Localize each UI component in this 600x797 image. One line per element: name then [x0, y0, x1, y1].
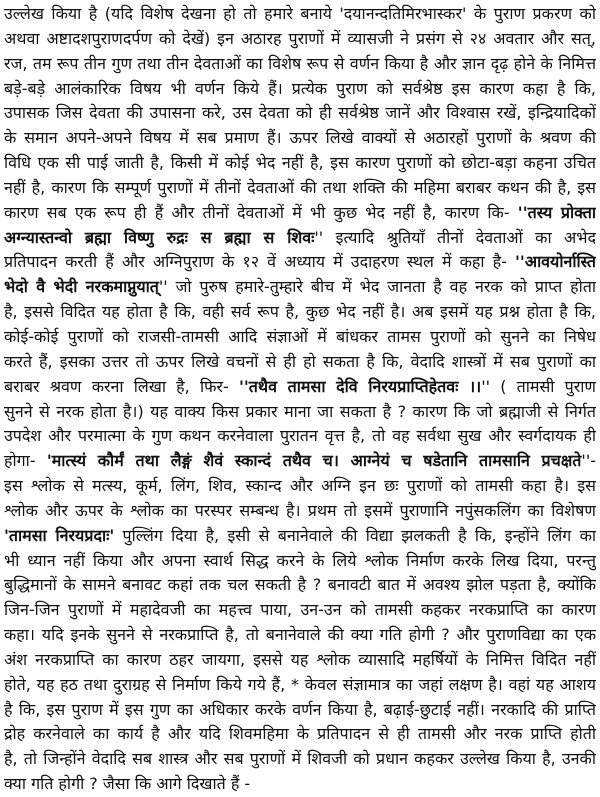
- text-line: [4, 524, 596, 549]
- text-segment: उपदेश और परमात्मा के गुण कथन करनेवाला पुरातन वृत्त है, तो वह सर्वथा सुख और स्वर्गदायक ही: [4, 426, 596, 446]
- quoted-verse: ''आवयोर्नास्ति: [515, 252, 596, 272]
- text-segment: के समान अपने-अपने विषय में सब प्रमाण हैं। ऊपर लिखे वाक्यों से अठारहों पुराणों के श्रवण की: [4, 128, 596, 148]
- quoted-verse: भेदो वै भेदी नरकमाप्नुयात्: [4, 277, 159, 297]
- text-line: [4, 673, 596, 698]
- text-segment: होते, यह हठ तथा दुराग्रह से निर्माण किये गये हैं, * केवल संज्ञामात्र का जहां लक्षण है। वहां यह आशय: [4, 674, 596, 694]
- text-line: [4, 623, 596, 648]
- text-line: [4, 275, 596, 300]
- text-line: [4, 424, 596, 449]
- text-segment: कोई-कोई पुराणों को राजसी-तामसी आदि संज्ञाओं में बांधकर तामस पुराणों को सुनने का निषेध: [4, 326, 596, 346]
- text-segment: रज, तम रूप तीन गुण तथा तीन देवताओं का विशेष रूप से वर्णन किया है और ज्ञान दृढ़ होने के निमित्त: [4, 53, 596, 73]
- text-segment: बड़े-बड़े आलंकारिक विषय भी वर्णन किये हैं। प्रत्येक पुराण को सर्वश्रेष्ठ इस कारण कहा है कि,: [4, 78, 596, 98]
- text-segment: अथवा अष्टादशपुराणदर्पण को देखें) इन अठारह पुराणों में व्यासजी ने प्रसंग से २४ अवतार और सत्,: [4, 28, 596, 48]
- quoted-verse: 'मात्स्यं कौर्मं तथा लैङ्गं शैवं स्कान्दं तथैव च। आग्नेयं च षडेतानि तामसानि प्रचक्षते: [46, 451, 582, 471]
- quoted-verse: ''तस्य प्रोक्ता: [517, 202, 596, 222]
- text-line: [4, 126, 596, 151]
- text-line: [4, 573, 596, 598]
- text-line: [4, 400, 596, 425]
- text-line: [4, 474, 596, 499]
- text-segment: सुनने से नरक होता है।) यह वाक्य किस प्रकार माना जा सकता है ? कारण कि जो ब्रह्माजी से निर्गत: [4, 401, 596, 421]
- text-line: [4, 325, 596, 350]
- text-line: [4, 598, 596, 623]
- text-segment: जिन-जिन पुराणों में महादेवजी का महत्त्व पाया, उन-उन को तामसी कहकर नरकप्राप्ति का कारण: [4, 600, 596, 620]
- text-segment: श्लोक और ऊपर के श्लोक का परस्पर सम्बन्ध है। प्रथम तो इसमें पुराणानि नपुंसकलिंग का विशेषण: [4, 500, 596, 520]
- text-segment: कारण सब एक रूप ही हैं और तीनों देवताओं में भी कुछ भेद नहीं है, कारण कि-: [4, 202, 518, 222]
- text-line: [4, 722, 596, 747]
- text-segment: है, इससे विदित यह होता है कि, वही सर्व रूप है, कुछ भेद नहीं है। अब इसमें यह प्रश्न होता है कि,: [4, 302, 596, 322]
- text-segment: '' जो पुरुष हमारे-तुम्हारे बीच में भेद जानता है वह नरक को प्राप्त होता: [158, 277, 596, 297]
- text-segment: करते हैं, इसका उत्तर तो ऊपर लिखे वचनों से ही हो सकता है कि, वेदादि शास्त्रों में सब पुराणों का: [4, 351, 596, 371]
- text-segment: बराबर श्रवण करना लिखा है, फिर-: [4, 376, 239, 396]
- text-line: [4, 250, 596, 275]
- text-segment: अंश नरकप्राप्ति का कारण ठहर जायगा, इससे यह श्लोक व्यासादि महर्षियों के निमित्त विदित नहीं: [4, 649, 596, 669]
- text-segment: है कि, इस पुराण में इस गुण का अधिकार करके वर्णन किया है, बढ़ाई-छुटाई नहीं। नरकादि की प्राप्ति: [4, 699, 596, 719]
- text-segment: पुल्लिंग दिया है, इसी से बनानेवाले की विद्या झलकती है कि, इन्होंने लिंग का: [114, 525, 596, 545]
- text-segment: उल्लेख किया है (यदि विशेष देखना हो तो हमारे बनाये 'दयानन्दतिमिरभास्कर' के पुराण प्रकरण को: [4, 4, 596, 23]
- text-segment: भी ध्यान नहीं किया और अपना स्वार्थ सिद्ध करने के लिये श्लोक निर्माण करके लिख दिया, परन्तु: [4, 550, 596, 570]
- text-line: [4, 772, 596, 797]
- text-line: [4, 77, 596, 102]
- text-segment: इस श्लोक से मत्स्य, कूर्म, लिंग, शिव, स्कान्द और अग्नि इन छः पुराणों को तामसी कहा है। इस: [4, 476, 596, 496]
- text-line: [4, 201, 596, 226]
- text-segment: प्रतिपादन करती हैं और अग्निपुराण के १२ वें अध्याय में उदाहरण स्थल में कहा है-: [4, 252, 516, 272]
- text-line: [4, 2, 596, 27]
- text-segment: उपासक जिस देवता की उपासना करे, उस देवता को ही सर्वश्रेष्ठ जानें और विश्वास रखें, इन्द्रियादिकों: [4, 103, 596, 123]
- text-segment: विधि एक सी पाई जाती है, किसी में कोई भेद नहीं है, इस कारण पुराणों को छोटा-बड़ा कहना उचित: [4, 153, 596, 173]
- text-segment: बुद्धिमानों के सामने बनावट कहां तक चल सकती है ? बनावटी बात में अवश्य झोल पड़ता है, क्योंकि: [4, 575, 596, 595]
- text-line: [4, 52, 596, 77]
- quoted-verse: अग्न्यास्तन्वो ब्रह्मा विष्णु रुद्रः स ब्रह्मा स शिवः: [4, 227, 315, 247]
- text-line: [4, 375, 596, 400]
- text-line: [4, 101, 596, 126]
- text-segment: क्या गति होगी ? जैसा कि आगे दिखाते हैं -: [4, 774, 251, 794]
- text-segment: नहीं है, कारण कि सम्पूर्ण पुराणों में तीनों देवताओं की तथा शक्ति की महिमा बराबर कथन की है, इस: [4, 177, 596, 197]
- quoted-verse: 'तामसा निरयप्रदाः': [4, 525, 115, 545]
- text-line: [4, 176, 596, 201]
- text-segment: ''-: [581, 451, 596, 471]
- text-line: [4, 648, 596, 673]
- text-line: [4, 549, 596, 574]
- text-line: [4, 151, 596, 176]
- text-line: [4, 449, 596, 474]
- quoted-verse: ''तथैव तामसा देवि निरयप्राप्तिहेतवः ।।: [238, 376, 482, 396]
- text-segment: '' ( तामसी पुराण: [481, 376, 596, 396]
- text-segment: '' इत्यादि श्रुतियाँ तीनों देवताओं का अभेद: [314, 227, 596, 247]
- text-line: [4, 499, 596, 524]
- text-line: [4, 350, 596, 375]
- text-line: [4, 226, 596, 251]
- text-line: [4, 698, 596, 723]
- text-line: [4, 27, 596, 52]
- text-segment: कहा। यदि इनके सुनने से नरकप्राप्ति है, तो बनानेवाले की क्या गति होगी ? और पुराणविद्या का एक: [4, 625, 596, 645]
- text-line: [4, 300, 596, 325]
- text-segment: द्रोह करनेवाले का कार्य है और यदि शिवमहिमा के प्रतिपादन से ही तामसी और नरक प्राप्ति होती: [4, 724, 596, 744]
- text-line: [4, 747, 596, 772]
- text-segment: होगा-: [4, 451, 47, 471]
- text-segment: है, तो जिन्होंने वेदादि सब शास्त्र और सब पुराणों में शिवजी को प्रधान कहकर उल्लेख किया है, उनकी: [4, 749, 596, 769]
